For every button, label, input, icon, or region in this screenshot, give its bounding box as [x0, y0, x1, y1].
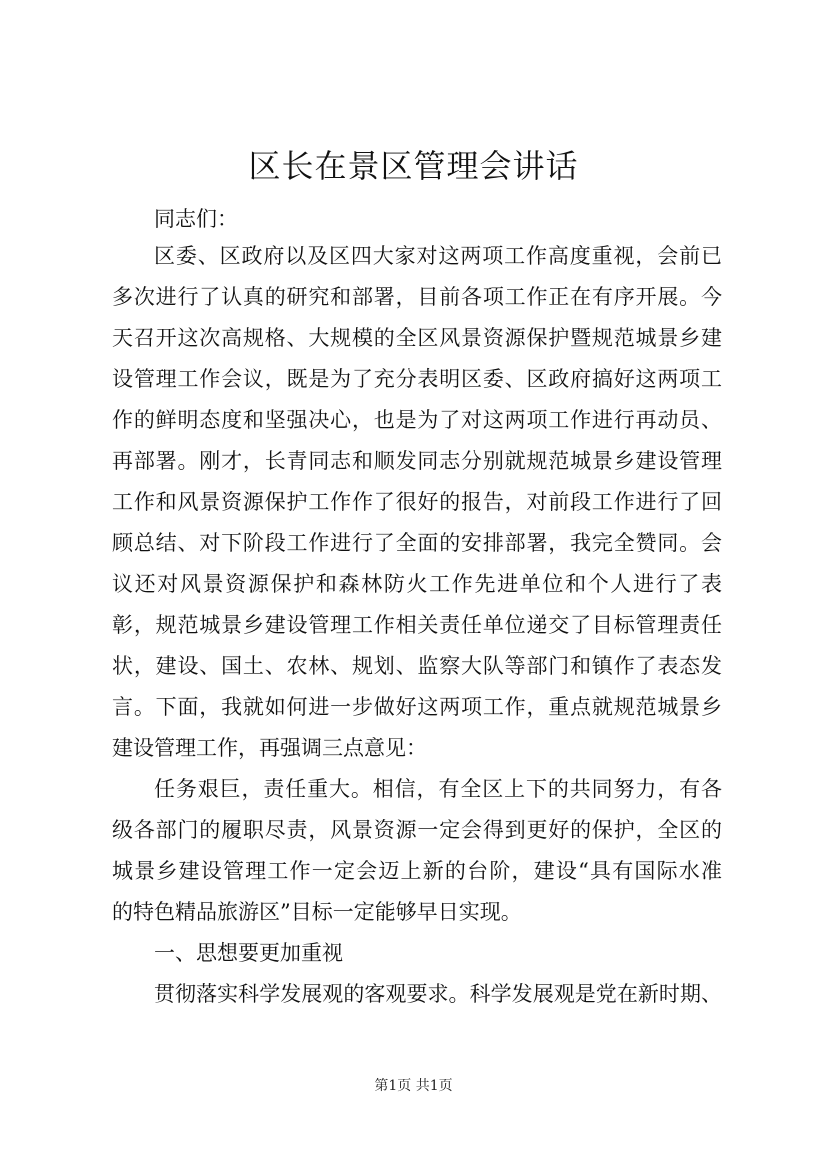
document-title: 区长在景区管理会讲话 [248, 147, 579, 185]
paragraph-line: 城景乡建设管理工作一定会迈上新的台阶，建设“具有国际水准 [112, 859, 722, 883]
paragraph-line: 作的鲜明态度和坚强决心，也是为了对这两项工作进行再动员、 [112, 408, 722, 432]
section-heading: 一、思想要更加重视 [154, 941, 343, 965]
paragraph-line: 建设管理工作，再强调三点意见： [112, 736, 427, 760]
paragraph-line: 状，建设、国土、农林、规划、监察大队等部门和镇作了表态发 [112, 654, 722, 678]
paragraph-line: 言。下面，我就如何进一步做好这两项工作，重点就规范城景乡 [112, 695, 722, 719]
paragraph-line: 的特色精品旅游区”目标一定能够早日实现。 [112, 900, 522, 924]
paragraph-line: 天召开这次高规格、大规模的全区风景资源保护暨规范城景乡建 [112, 326, 722, 350]
paragraph-line: 设管理工作会议，既是为了充分表明区委、区政府搞好这两项工 [112, 367, 722, 391]
paragraph-line: 工作和风景资源保护工作作了很好的报告，对前段工作进行了回 [112, 490, 722, 514]
paragraph-line: 级各部门的履职尽责，风景资源一定会得到更好的保护，全区的 [112, 818, 722, 842]
paragraph-line: 贯彻落实科学发展观的客观要求。科学发展观是党在新时期、 [154, 982, 722, 1006]
paragraph-line: 顾总结、对下阶段工作进行了全面的安排部署，我完全赞同。会 [112, 531, 722, 555]
paragraph-line: 彰，规范城景乡建设管理工作相关责任单位递交了目标管理责任 [112, 613, 722, 637]
paragraph-line: 多次进行了认真的研究和部署，目前各项工作正在有序开展。今 [112, 285, 722, 309]
paragraph-line: 任务艰巨，责任重大。相信，有全区上下的共同努力，有各 [154, 777, 722, 801]
paragraph-line: 区委、区政府以及区四大家对这两项工作高度重视，会前已 [154, 244, 722, 268]
greeting-line: 同志们： [154, 207, 238, 231]
paragraph-line: 议还对风景资源保护和森林防火工作先进单位和个人进行了表 [112, 572, 722, 596]
page-footer: 第1页 共1页 [374, 1078, 453, 1094]
paragraph-line: 再部署。刚才，长青同志和顺发同志分别就规范城景乡建设管理 [112, 449, 722, 473]
